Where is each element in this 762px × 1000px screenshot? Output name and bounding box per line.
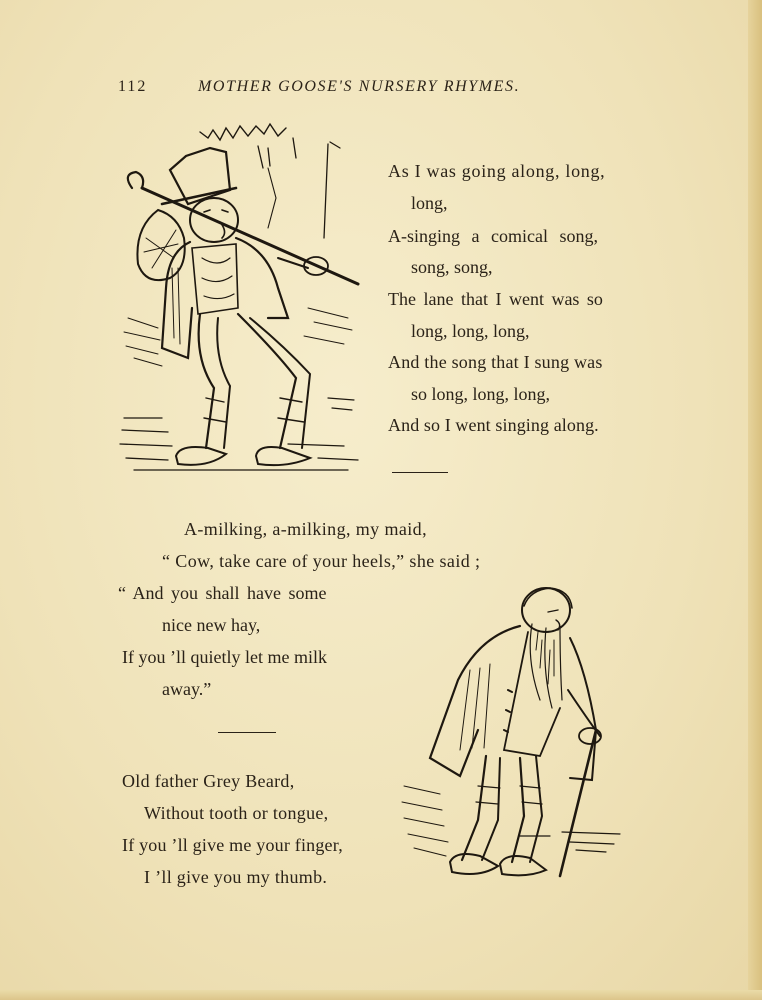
- rhyme2-line-1: A-milking, a-milking, my maid,: [184, 519, 427, 539]
- rhyme1-line-3: A-singing a comical song,: [388, 226, 598, 246]
- rhyme1-line-4: song, song,: [411, 257, 493, 277]
- rhyme1-line-6: long, long, long,: [411, 321, 530, 341]
- rhyme3-line-4: I ’ll give you my thumb.: [144, 867, 328, 887]
- rhyme1-line-9: And so I went singing along.: [388, 415, 599, 435]
- rhyme3-line-2: Without tooth or tongue,: [144, 803, 329, 823]
- rhyme2-line-2: “ Cow, take care of your heels,” she said ;: [162, 551, 481, 571]
- running-title: MOTHER GOOSE'S NURSERY RHYMES.: [198, 78, 521, 95]
- section-divider-1: [392, 472, 448, 473]
- rhyme1-line-2: long,: [411, 193, 448, 213]
- old-man-illustration: [400, 580, 630, 885]
- rhyme2-line-5: If you ’ll quietly let me milk: [122, 647, 327, 667]
- page-number: 112: [118, 78, 148, 95]
- section-divider-2: [218, 732, 276, 733]
- page-header: [118, 78, 578, 100]
- rhyme3-line-1: Old father Grey Beard,: [122, 771, 295, 791]
- singing-man-illustration: [118, 118, 368, 483]
- rhyme2-line-6: away.”: [162, 679, 212, 699]
- page-edge-bottom: [0, 990, 762, 1000]
- rhyme1-line-5: The lane that I went was so: [388, 289, 603, 309]
- rhyme1-line-8: so long, long, long,: [411, 384, 551, 404]
- rhyme1-line-1: As I was going along, long,: [388, 161, 606, 181]
- rhyme1-line-7: And the song that I sung was: [388, 352, 603, 372]
- rhyme2-line-4: nice new hay,: [162, 615, 261, 635]
- page-edge-right: [748, 0, 762, 1000]
- rhyme3-line-3: If you ’ll give me your finger,: [122, 835, 343, 855]
- rhyme2-line-3: “ And you shall have some: [118, 583, 327, 603]
